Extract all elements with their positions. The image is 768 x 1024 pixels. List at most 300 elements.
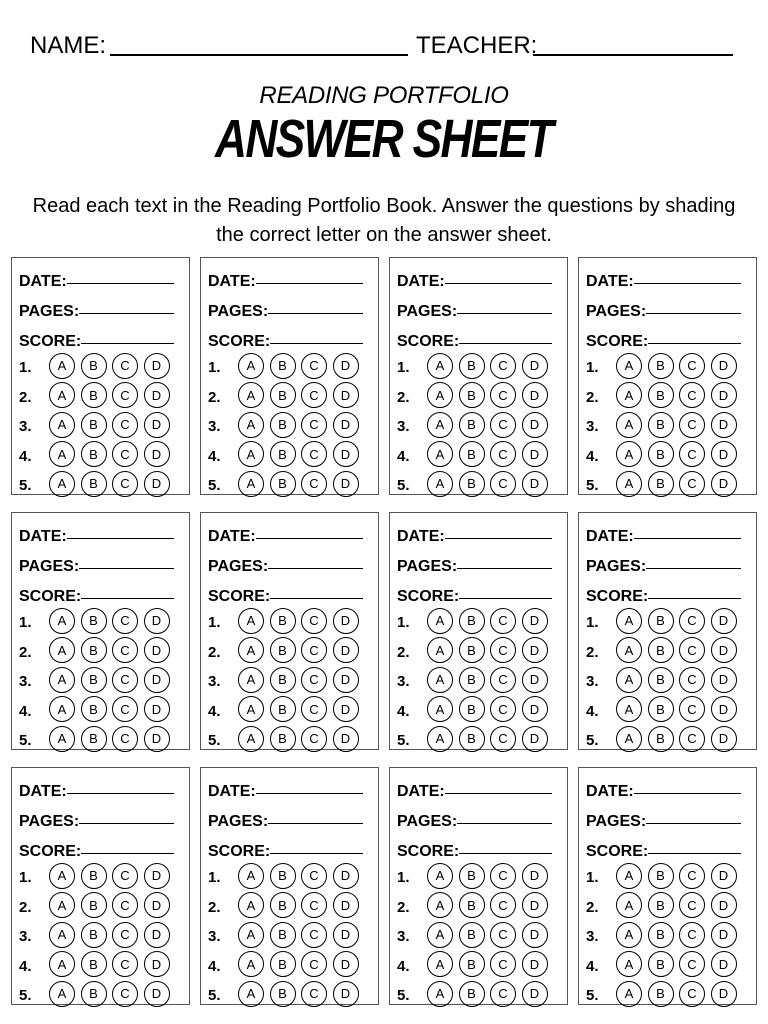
field-line[interactable]	[268, 568, 363, 569]
answer-bubble[interactable]: C	[679, 951, 705, 977]
answer-bubble[interactable]: D	[144, 608, 170, 634]
answer-bubble[interactable]: B	[81, 863, 107, 889]
answer-bubble[interactable]: A	[238, 353, 264, 379]
answer-bubble[interactable]: B	[459, 637, 485, 663]
answer-bubble[interactable]: D	[711, 696, 737, 722]
field-label: SCORE:	[19, 333, 82, 350]
answer-bubble[interactable]: D	[522, 637, 548, 663]
field-line[interactable]	[457, 313, 552, 314]
field-line[interactable]	[459, 853, 552, 854]
answer-bubble[interactable]: A	[238, 951, 264, 977]
answer-bubble[interactable]: B	[270, 892, 296, 918]
answer-bubble[interactable]: D	[711, 922, 737, 948]
answer-bubble[interactable]: B	[270, 981, 296, 1007]
question-row	[586, 636, 749, 666]
answer-bubble[interactable]: A	[616, 353, 642, 379]
answer-bubble[interactable]: C	[112, 353, 138, 379]
answer-bubble[interactable]: D	[333, 922, 359, 948]
answer-bubble[interactable]: C	[490, 382, 516, 408]
answer-bubble[interactable]: B	[270, 471, 296, 497]
answer-bubble[interactable]: D	[144, 667, 170, 693]
answer-bubble[interactable]: C	[679, 696, 705, 722]
field-line[interactable]	[256, 283, 363, 284]
answer-bubble[interactable]: A	[427, 922, 453, 948]
field-line[interactable]	[268, 823, 363, 824]
answer-bubble[interactable]: D	[522, 863, 548, 889]
question-row	[397, 891, 560, 921]
answer-bubble[interactable]: C	[112, 981, 138, 1007]
field-line[interactable]	[81, 853, 174, 854]
answer-bubble[interactable]: B	[270, 667, 296, 693]
answer-bubble[interactable]: A	[427, 353, 453, 379]
answer-bubble[interactable]: D	[522, 981, 548, 1007]
answer-bubble[interactable]: C	[679, 412, 705, 438]
answer-bubble[interactable]: A	[49, 471, 75, 497]
answer-bubble[interactable]: C	[679, 981, 705, 1007]
field-line[interactable]	[445, 538, 552, 539]
answer-bubble[interactable]: B	[459, 922, 485, 948]
answer-bubble[interactable]: C	[112, 696, 138, 722]
field-line[interactable]	[646, 313, 741, 314]
answer-bubble[interactable]: C	[112, 441, 138, 467]
answer-bubble[interactable]: A	[49, 981, 75, 1007]
answer-bubble[interactable]: B	[81, 981, 107, 1007]
answer-bubble[interactable]: D	[144, 892, 170, 918]
answer-bubble[interactable]: B	[270, 382, 296, 408]
answer-bubble[interactable]: D	[522, 696, 548, 722]
answer-bubble[interactable]: C	[679, 471, 705, 497]
answer-bubble[interactable]: B	[81, 353, 107, 379]
answer-bubble[interactable]: D	[333, 608, 359, 634]
answer-bubble[interactable]: B	[459, 382, 485, 408]
field-line[interactable]	[459, 598, 552, 599]
answer-bubble[interactable]: D	[333, 863, 359, 889]
answer-card	[200, 512, 379, 750]
question-number: 3.	[208, 418, 221, 436]
answer-bubble[interactable]: D	[522, 726, 548, 752]
answer-bubble[interactable]: B	[270, 637, 296, 663]
answer-bubble[interactable]: D	[144, 922, 170, 948]
answer-bubble[interactable]: C	[679, 892, 705, 918]
field-row	[19, 771, 182, 801]
answer-bubble[interactable]: C	[490, 412, 516, 438]
field-line[interactable]	[646, 568, 741, 569]
answer-bubble[interactable]: C	[112, 863, 138, 889]
answer-bubble[interactable]: A	[49, 667, 75, 693]
answer-bubble[interactable]: D	[333, 353, 359, 379]
field-line[interactable]	[445, 793, 552, 794]
answer-bubble[interactable]: D	[711, 471, 737, 497]
answer-bubble[interactable]: A	[49, 412, 75, 438]
answer-bubble[interactable]: A	[427, 726, 453, 752]
answer-bubble[interactable]: B	[459, 981, 485, 1007]
field-line[interactable]	[270, 853, 363, 854]
field-line[interactable]	[648, 853, 741, 854]
answer-bubble[interactable]: D	[144, 863, 170, 889]
answer-bubble[interactable]: A	[49, 353, 75, 379]
answer-bubble[interactable]: B	[648, 726, 674, 752]
answer-bubble[interactable]: D	[144, 696, 170, 722]
answer-bubble[interactable]: C	[490, 951, 516, 977]
field-line[interactable]	[457, 823, 552, 824]
answer-bubble[interactable]: B	[648, 951, 674, 977]
answer-bubble[interactable]: B	[648, 981, 674, 1007]
answer-bubble[interactable]: B	[81, 922, 107, 948]
answer-bubble[interactable]: A	[427, 382, 453, 408]
answer-bubble[interactable]: A	[616, 441, 642, 467]
answer-bubble[interactable]: C	[490, 353, 516, 379]
field-line[interactable]	[634, 538, 741, 539]
answer-bubble[interactable]: C	[301, 863, 327, 889]
answer-bubble[interactable]: D	[333, 726, 359, 752]
answer-bubble[interactable]: B	[648, 637, 674, 663]
answer-bubble[interactable]: B	[459, 892, 485, 918]
answer-bubble[interactable]: C	[301, 726, 327, 752]
answer-bubble[interactable]: C	[679, 726, 705, 752]
answer-bubble[interactable]: D	[333, 981, 359, 1007]
answer-bubble[interactable]: A	[427, 981, 453, 1007]
answer-bubble[interactable]: D	[522, 892, 548, 918]
answer-bubble[interactable]: D	[144, 353, 170, 379]
answer-bubble[interactable]: D	[522, 412, 548, 438]
field-line[interactable]	[67, 793, 174, 794]
answer-bubble[interactable]: B	[81, 667, 107, 693]
answer-bubble[interactable]: B	[459, 667, 485, 693]
answer-bubble[interactable]: C	[301, 637, 327, 663]
answer-bubble[interactable]: C	[679, 667, 705, 693]
answer-bubble[interactable]: C	[301, 471, 327, 497]
answer-bubble[interactable]: C	[490, 667, 516, 693]
answer-bubble[interactable]: A	[616, 637, 642, 663]
answer-bubble[interactable]: C	[679, 382, 705, 408]
answer-bubble[interactable]: D	[711, 608, 737, 634]
answer-bubble[interactable]: D	[144, 726, 170, 752]
answer-bubble[interactable]: A	[238, 863, 264, 889]
answer-bubble[interactable]: C	[301, 382, 327, 408]
answer-bubble[interactable]: C	[490, 637, 516, 663]
answer-bubble[interactable]: B	[648, 471, 674, 497]
answer-card	[389, 512, 568, 750]
field-line[interactable]	[634, 793, 741, 794]
answer-bubble[interactable]: B	[81, 726, 107, 752]
answer-bubble[interactable]: A	[616, 863, 642, 889]
answer-bubble[interactable]: C	[112, 412, 138, 438]
answer-bubble[interactable]: D	[522, 382, 548, 408]
answer-bubble[interactable]: A	[427, 637, 453, 663]
answer-bubble[interactable]: A	[238, 696, 264, 722]
answer-bubble[interactable]: A	[238, 892, 264, 918]
answer-bubble[interactable]: A	[616, 726, 642, 752]
answer-bubble[interactable]: A	[616, 667, 642, 693]
answer-bubble[interactable]: C	[112, 951, 138, 977]
answer-bubble[interactable]: B	[648, 863, 674, 889]
answer-bubble[interactable]: D	[333, 412, 359, 438]
answer-bubble[interactable]: C	[490, 471, 516, 497]
answer-bubble[interactable]: C	[490, 726, 516, 752]
answer-bubble[interactable]: C	[490, 608, 516, 634]
field-row	[19, 261, 182, 291]
field-line[interactable]	[459, 343, 552, 344]
answer-bubble[interactable]: A	[49, 726, 75, 752]
answer-bubble[interactable]: B	[459, 471, 485, 497]
answer-bubble[interactable]: C	[490, 922, 516, 948]
answer-bubble[interactable]: D	[333, 441, 359, 467]
answer-bubble[interactable]: C	[679, 863, 705, 889]
answer-bubble[interactable]: B	[81, 608, 107, 634]
answer-bubble[interactable]: A	[238, 981, 264, 1007]
name-field[interactable]	[110, 30, 408, 56]
answer-bubble[interactable]: D	[711, 353, 737, 379]
answer-bubble[interactable]: D	[333, 892, 359, 918]
answer-bubble[interactable]: C	[301, 441, 327, 467]
answer-bubble[interactable]: A	[427, 892, 453, 918]
answer-bubble[interactable]: A	[427, 441, 453, 467]
answer-bubble[interactable]: A	[49, 951, 75, 977]
answer-bubble[interactable]: A	[238, 441, 264, 467]
answer-bubble[interactable]: A	[427, 951, 453, 977]
answer-bubble[interactable]: B	[81, 382, 107, 408]
field-row	[19, 321, 182, 351]
field-line[interactable]	[79, 568, 174, 569]
answer-bubble[interactable]: C	[490, 696, 516, 722]
answer-bubble[interactable]: C	[490, 863, 516, 889]
answer-bubble[interactable]: C	[679, 637, 705, 663]
answer-bubble[interactable]: C	[679, 441, 705, 467]
answer-bubble[interactable]: A	[616, 608, 642, 634]
answer-bubble[interactable]: D	[711, 892, 737, 918]
answer-bubble[interactable]: C	[112, 471, 138, 497]
answer-bubble[interactable]: B	[81, 471, 107, 497]
answer-bubble[interactable]: D	[144, 412, 170, 438]
answer-bubble[interactable]: B	[81, 696, 107, 722]
answer-bubble[interactable]: B	[459, 412, 485, 438]
question-number: 3.	[586, 673, 599, 691]
answer-bubble[interactable]: D	[522, 951, 548, 977]
question-row	[19, 440, 182, 470]
answer-bubble[interactable]: B	[459, 951, 485, 977]
question-row	[19, 950, 182, 980]
answer-bubble[interactable]: D	[522, 922, 548, 948]
answer-bubble[interactable]: D	[144, 981, 170, 1007]
field-label: SCORE:	[397, 843, 460, 860]
answer-bubble[interactable]: A	[49, 608, 75, 634]
answer-bubble[interactable]: C	[301, 667, 327, 693]
answer-bubble[interactable]: C	[490, 892, 516, 918]
answer-bubble[interactable]: D	[522, 441, 548, 467]
answer-bubble[interactable]: A	[49, 892, 75, 918]
field-label: DATE:	[208, 783, 256, 800]
answer-bubble[interactable]: B	[270, 441, 296, 467]
answer-bubble[interactable]: B	[81, 951, 107, 977]
answer-bubble[interactable]: D	[333, 951, 359, 977]
answer-bubble[interactable]: D	[711, 637, 737, 663]
answer-bubble[interactable]: B	[648, 667, 674, 693]
answer-bubble[interactable]: A	[49, 863, 75, 889]
answer-bubble[interactable]: B	[459, 863, 485, 889]
answer-bubble[interactable]: D	[711, 667, 737, 693]
answer-bubble[interactable]: D	[522, 353, 548, 379]
answer-bubble[interactable]: D	[711, 726, 737, 752]
answer-bubble[interactable]: A	[238, 471, 264, 497]
answer-bubble[interactable]: A	[427, 696, 453, 722]
answer-bubble[interactable]: C	[301, 981, 327, 1007]
answer-bubble[interactable]: B	[648, 892, 674, 918]
question-number: 4.	[208, 957, 221, 975]
answer-bubble[interactable]: C	[301, 353, 327, 379]
answer-bubble[interactable]: A	[616, 892, 642, 918]
answer-bubble[interactable]: A	[238, 667, 264, 693]
answer-bubble[interactable]: B	[270, 696, 296, 722]
answer-bubble[interactable]: D	[711, 863, 737, 889]
answer-bubble[interactable]: A	[616, 922, 642, 948]
answer-bubble[interactable]: D	[711, 412, 737, 438]
answer-bubble[interactable]: B	[270, 353, 296, 379]
answer-bubble[interactable]: C	[112, 892, 138, 918]
field-label: SCORE:	[208, 843, 271, 860]
answer-bubble[interactable]: C	[112, 667, 138, 693]
answer-bubble[interactable]: A	[238, 922, 264, 948]
field-line[interactable]	[648, 598, 741, 599]
teacher-field[interactable]	[533, 30, 733, 56]
answer-bubble[interactable]: C	[301, 608, 327, 634]
answer-bubble[interactable]: B	[270, 412, 296, 438]
field-line[interactable]	[634, 283, 741, 284]
field-line[interactable]	[270, 598, 363, 599]
answer-bubble[interactable]: B	[648, 382, 674, 408]
field-line[interactable]	[81, 343, 174, 344]
answer-bubble[interactable]: D	[522, 667, 548, 693]
answer-bubble[interactable]: C	[490, 441, 516, 467]
answer-bubble[interactable]: A	[616, 412, 642, 438]
answer-bubble[interactable]: B	[459, 441, 485, 467]
answer-bubble[interactable]: B	[459, 696, 485, 722]
answer-bubble[interactable]: B	[270, 922, 296, 948]
field-label: SCORE:	[586, 843, 649, 860]
answer-bubble[interactable]: D	[711, 981, 737, 1007]
answer-bubble[interactable]: C	[112, 608, 138, 634]
answer-bubble[interactable]: B	[459, 726, 485, 752]
field-line[interactable]	[79, 823, 174, 824]
answer-bubble[interactable]: C	[112, 637, 138, 663]
answer-bubble[interactable]: A	[49, 441, 75, 467]
field-line[interactable]	[256, 538, 363, 539]
answer-bubble[interactable]: A	[238, 412, 264, 438]
answer-bubble[interactable]: D	[144, 637, 170, 663]
answer-bubble[interactable]: A	[427, 863, 453, 889]
answer-bubble[interactable]: A	[49, 382, 75, 408]
answer-bubble[interactable]: A	[427, 608, 453, 634]
answer-bubble[interactable]: A	[616, 951, 642, 977]
answer-bubble[interactable]: C	[301, 412, 327, 438]
answer-bubble[interactable]: A	[427, 667, 453, 693]
answer-bubble[interactable]: B	[648, 608, 674, 634]
answer-bubble[interactable]: D	[711, 382, 737, 408]
answer-bubble[interactable]: B	[648, 412, 674, 438]
answer-bubble[interactable]: C	[679, 922, 705, 948]
answer-bubble[interactable]: D	[333, 382, 359, 408]
answer-bubble[interactable]: A	[238, 608, 264, 634]
field-label: PAGES:	[586, 303, 647, 320]
answer-bubble[interactable]: A	[238, 637, 264, 663]
field-line[interactable]	[646, 823, 741, 824]
answer-bubble[interactable]: C	[301, 951, 327, 977]
answer-bubble[interactable]: B	[270, 726, 296, 752]
answer-bubble[interactable]: C	[112, 922, 138, 948]
answer-bubble[interactable]: D	[711, 441, 737, 467]
answer-bubble[interactable]: B	[459, 608, 485, 634]
field-line[interactable]	[67, 538, 174, 539]
field-line[interactable]	[256, 793, 363, 794]
answer-bubble[interactable]: B	[81, 892, 107, 918]
answer-bubble[interactable]: D	[144, 382, 170, 408]
name-label: NAME:	[30, 32, 107, 59]
field-line[interactable]	[81, 598, 174, 599]
answer-bubble[interactable]: A	[49, 922, 75, 948]
answer-bubble[interactable]: D	[522, 608, 548, 634]
answer-bubble[interactable]: A	[238, 382, 264, 408]
field-line[interactable]	[270, 343, 363, 344]
answer-bubble[interactable]: B	[270, 608, 296, 634]
answer-bubble[interactable]: D	[144, 471, 170, 497]
answer-bubble[interactable]: C	[112, 726, 138, 752]
answer-bubble[interactable]: B	[648, 922, 674, 948]
answer-bubble[interactable]: A	[616, 981, 642, 1007]
field-line[interactable]	[79, 313, 174, 314]
answer-bubble[interactable]: D	[522, 471, 548, 497]
answer-bubble[interactable]: D	[333, 471, 359, 497]
answer-bubble[interactable]: D	[333, 637, 359, 663]
answer-bubble[interactable]: A	[427, 412, 453, 438]
field-line[interactable]	[457, 568, 552, 569]
answer-bubble[interactable]: D	[144, 441, 170, 467]
answer-bubble[interactable]: B	[648, 353, 674, 379]
answer-bubble[interactable]: A	[616, 471, 642, 497]
answer-bubble[interactable]: B	[648, 441, 674, 467]
answer-bubble[interactable]: B	[81, 412, 107, 438]
field-line[interactable]	[268, 313, 363, 314]
answer-bubble[interactable]: B	[459, 353, 485, 379]
answer-bubble[interactable]: B	[81, 637, 107, 663]
answer-bubble[interactable]: D	[333, 667, 359, 693]
field-line[interactable]	[67, 283, 174, 284]
answer-bubble[interactable]: C	[301, 696, 327, 722]
field-label: DATE:	[19, 528, 67, 545]
answer-bubble[interactable]: C	[679, 608, 705, 634]
answer-bubble[interactable]: C	[112, 382, 138, 408]
field-label: DATE:	[19, 783, 67, 800]
answer-bubble[interactable]: A	[616, 696, 642, 722]
answer-bubble[interactable]: C	[490, 981, 516, 1007]
answer-bubble[interactable]: D	[333, 696, 359, 722]
field-line[interactable]	[648, 343, 741, 344]
answer-bubble[interactable]: D	[711, 951, 737, 977]
answer-bubble[interactable]: B	[270, 951, 296, 977]
answer-bubble[interactable]: C	[679, 353, 705, 379]
answer-bubble[interactable]: A	[427, 471, 453, 497]
answer-bubble[interactable]: B	[81, 441, 107, 467]
answer-bubble[interactable]: A	[616, 382, 642, 408]
field-line[interactable]	[445, 283, 552, 284]
answer-bubble[interactable]: C	[301, 922, 327, 948]
answer-bubble[interactable]: C	[301, 892, 327, 918]
answer-bubble[interactable]: D	[144, 951, 170, 977]
question-row	[19, 695, 182, 725]
answer-bubble[interactable]: B	[648, 696, 674, 722]
answer-bubble[interactable]: A	[49, 637, 75, 663]
answer-bubble[interactable]: B	[270, 863, 296, 889]
answer-bubble[interactable]: A	[49, 696, 75, 722]
answer-bubble[interactable]: A	[238, 726, 264, 752]
